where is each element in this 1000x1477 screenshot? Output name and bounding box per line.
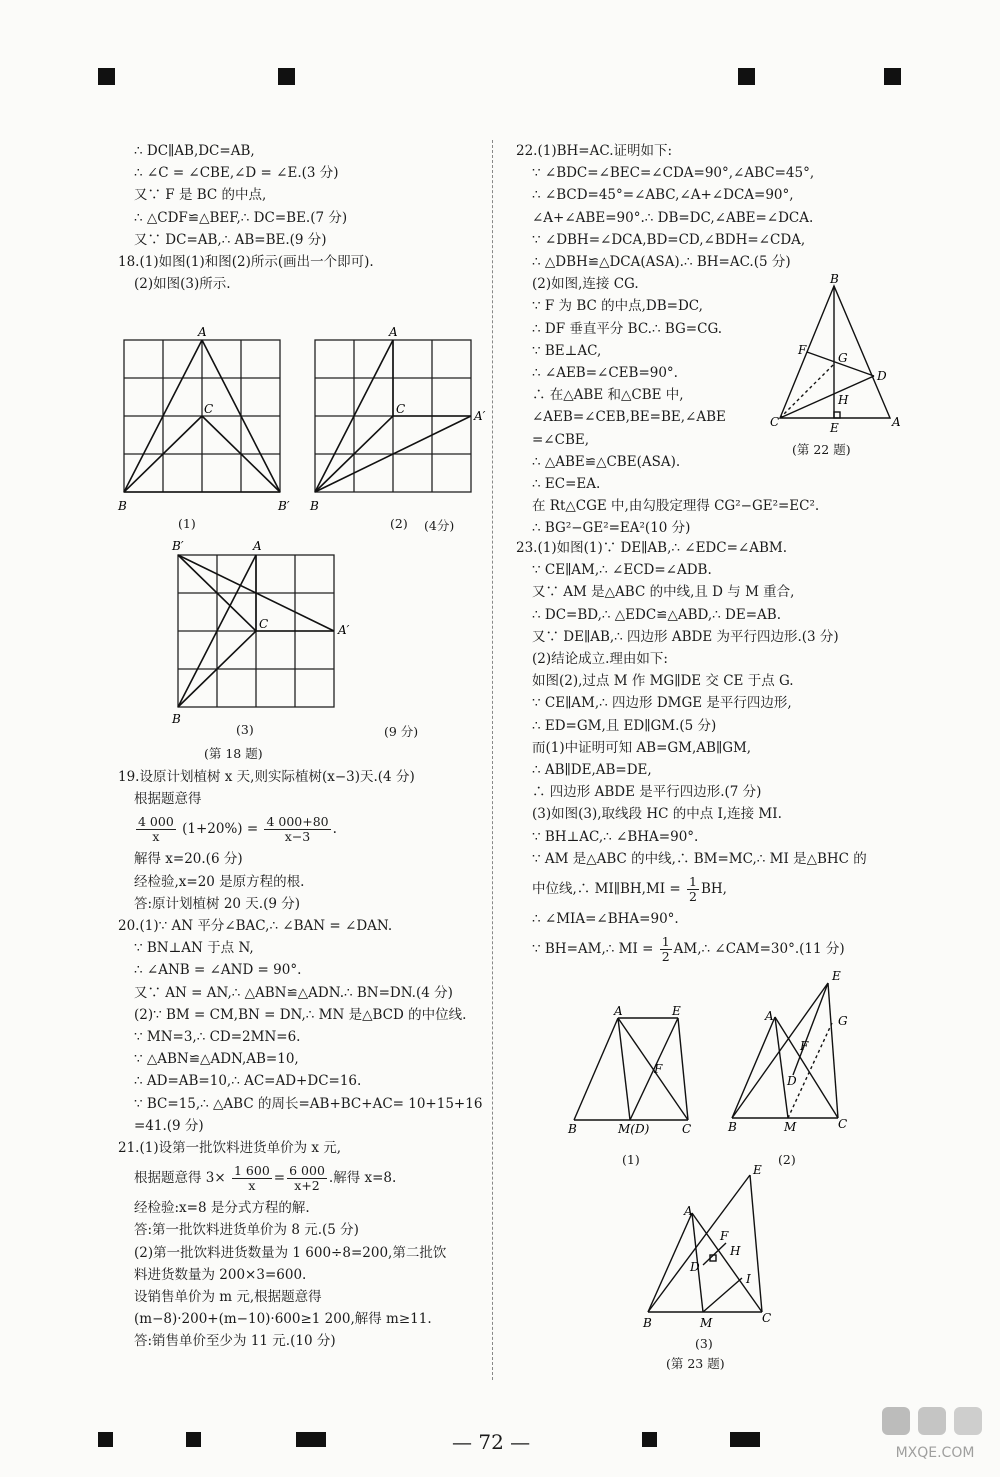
frac-den: x+2 (294, 1178, 320, 1194)
text-line: ∴ ∠C = ∠CBE,∠D = ∠E.(3 分) (134, 165, 339, 182)
question-22: 22.(1)BH=AC.证明如下: (516, 143, 673, 159)
label-B-prime: B′ (278, 499, 290, 513)
label-D: D (877, 369, 887, 383)
text-line: ∠AEB=∠CEB,BE=BE,∠ABE (532, 409, 726, 426)
text-line: 经检验,x=20 是原方程的根. (134, 873, 305, 890)
label-B: B (172, 712, 181, 726)
fig23-title: (第 23 题) (666, 1356, 725, 1371)
frac-den: 2 (661, 949, 670, 965)
text-line: ∵ BN⊥AN 于点 N, (134, 940, 254, 957)
registration-mark (296, 1432, 326, 1447)
label-D: D (690, 1260, 700, 1274)
text-line: ∵ CE∥AM,∴ ∠ECD=∠ADB. (532, 562, 712, 579)
label-M: M (700, 1316, 713, 1330)
fig23-caption-1: (1) (622, 1152, 640, 1167)
text-line: =∠CBE, (532, 431, 590, 448)
right-column-lower (516, 537, 916, 968)
text-line: ∵ CE∥AM,∴ 四边形 DMGE 是平行四边形, (532, 695, 792, 712)
registration-mark (98, 68, 115, 85)
label-C: C (770, 415, 780, 429)
text-line: 解得 x=20.(6 分) (134, 851, 243, 868)
text-line: 在 Rt△CGE 中,由勾股定理得 CG²−GE²=EC². (532, 498, 820, 515)
text-line: ∴ △ABE≌△CBE(ASA). (532, 453, 681, 470)
text-line: 又∵ AM 是△ABC 的中线,且 D 与 M 重合, (532, 584, 795, 601)
fig18-caption-1: (1) (178, 516, 196, 531)
text-line: ∴ BG²−GE²=EA²(10 分) (532, 520, 691, 537)
label-C: C (682, 1122, 692, 1136)
registration-mark (98, 1432, 113, 1447)
eq-pre: 中位线,∴ MI∥BH,MI = (532, 881, 681, 898)
text-line: 设销售单价为 m 元,根据题意得 (134, 1289, 322, 1306)
figure-23 (560, 965, 880, 1335)
text-line: ∴ ∠BCD=45°=∠ABC,∠A+∠DCA=90°, (532, 187, 794, 204)
frac-den: 2 (689, 889, 697, 905)
figure-18 (110, 320, 495, 760)
text-line: ∴ △CDF≌△BEF,∴ DC=BE.(7 分) (134, 209, 348, 226)
text-line: (2)第一批饮料进货数量为 1 600÷8=200,第二批饮 (134, 1244, 447, 1261)
text-line: 又∵ DC=AB,∴ AB=BE.(9 分) (134, 231, 327, 248)
text-line: (m−8)·200+(m−10)·600≥1 200,解得 m≥11. (134, 1311, 432, 1328)
eq-post: AM,∴ ∠CAM=30°.(11 分) (673, 941, 845, 958)
fig18-title: (第 18 题) (204, 746, 263, 761)
equation-23a (516, 870, 916, 908)
fig23-caption-3: (3) (695, 1336, 713, 1351)
question-21: 21.(1)设第一批饮料进货单价为 x 元, (118, 1140, 342, 1157)
fig22-title: (第 22 题) (792, 442, 851, 457)
text-line: ∵ ∠DBH=∠DCA,BD=CD,∠BDH=∠CDA, (532, 231, 806, 248)
label-B: B (728, 1120, 737, 1134)
label-A: A (389, 325, 398, 339)
text-line: ∴ DC=BD,∴ △EDC≌△ABD,∴ DE=AB. (532, 606, 781, 623)
fig18-score-2: (4分) (424, 518, 455, 533)
fig18-score-3: (9 分) (384, 724, 419, 739)
label-C: C (259, 617, 269, 631)
text-line: ∵ F 为 BC 的中点,DB=DC, (532, 298, 703, 315)
text-line: (2)如图,连接 CG. (532, 276, 639, 293)
label-B: B (830, 272, 839, 286)
question-19: 19.设原计划植树 x 天,则实际植树(x−3)天.(4 分) (118, 769, 415, 785)
label-A: A (614, 1004, 623, 1018)
text-line: ∴ DC∥AB,DC=AB, (134, 143, 255, 159)
text-line: 又∵ F 是 BC 的中点, (134, 187, 267, 204)
text-line: ∵ MN=3,∴ CD=2MN=6. (134, 1029, 301, 1046)
text-line: ∴ 在△ABE 和△CBE 中, (532, 387, 684, 404)
text-line: ∴ EC=EA. (532, 476, 601, 493)
text-line: ∴ 四边形 ABDE 是平行四边形.(7 分) (532, 784, 762, 801)
text-line: =41.(9 分) (134, 1117, 204, 1134)
question-20: 20.(1)∵ AN 平分∠BAC,∴ ∠BAN = ∠DAN. (118, 918, 393, 935)
text-line: ∴ DF 垂直平分 BC.∴ BG=CG. (532, 320, 723, 337)
registration-mark (278, 68, 295, 85)
text-line: 答:第一批饮料进货单价为 8 元.(5 分) (134, 1222, 359, 1239)
label-E: E (753, 1163, 762, 1177)
text-line: 经检验:x=8 是分式方程的解. (134, 1200, 310, 1217)
text-line: (2)如图(3)所示. (134, 276, 231, 293)
text-line: ∴ ED=GM,且 ED∥GM.(5 分) (532, 717, 717, 734)
label-F: F (800, 1039, 809, 1053)
label-A: A (198, 325, 207, 339)
frac-den: x (248, 1178, 256, 1194)
label-B: B (643, 1316, 652, 1330)
label-A: A (253, 539, 262, 553)
label-F: F (798, 343, 807, 357)
eq-mid: = (273, 1170, 286, 1187)
frac-num: 4 000 (138, 814, 174, 830)
text-line: ∵ BH⊥AC,∴ ∠BHA=90°. (532, 828, 699, 845)
frac-num: 1 (689, 874, 697, 890)
text-line: ∴ ∠AEB=∠CEB=90°. (532, 365, 678, 382)
label-B-prime: B′ (172, 539, 184, 553)
label-D: D (787, 1074, 797, 1088)
label-A: A (684, 1204, 693, 1218)
label-G: G (838, 1014, 848, 1028)
eq-end: .解得 x=8. (328, 1170, 397, 1187)
page-number: — 72 — (452, 1430, 531, 1454)
frac-num: 6 000 (289, 1163, 325, 1179)
text-line: ∠A+∠ABE=90°.∴ DB=DC,∠ABE=∠DCA. (532, 209, 814, 226)
eq-end: . (332, 821, 337, 838)
text-line: ∵ BC=15,∴ △ABC 的周长=AB+BC+AC= 10+15+16 (134, 1095, 483, 1112)
text-line: ∴ AD=AB=10,∴ AC=AD+DC=16. (134, 1073, 362, 1090)
label-M: M (784, 1120, 797, 1134)
label-A: A (892, 415, 901, 429)
text-line: ∵ △ABN≌△ADN,AB=10, (134, 1051, 299, 1068)
label-E: E (832, 969, 841, 983)
text-line: ∴ △DBH≌△DCA(ASA).∴ BH=AC.(5 分) (532, 254, 791, 271)
text-line: 如图(2),过点 M 作 MG∥DE 交 CE 于点 G. (532, 673, 794, 690)
text-line: ∴ AB∥DE,AB=DE, (532, 762, 652, 779)
label-C: C (204, 402, 214, 416)
question-18: 18.(1)如图(1)和图(2)所示(画出一个即可). (118, 254, 374, 271)
label-C: C (396, 402, 406, 416)
text-line: (2)结论成立.理由如下: (532, 651, 668, 668)
text-line: ∵ ∠BDC=∠BEC=∠CDA=90°,∠ABC=45°, (532, 165, 815, 182)
eq-pre: 根据题意得 3× (134, 1170, 226, 1187)
label-G: G (838, 351, 848, 365)
left-column (118, 140, 488, 295)
question-23: 23.(1)如图(1)∵ DE∥AB,∴ ∠EDC=∠ABM. (516, 540, 787, 556)
watermark-text: MXQE.COM (895, 1445, 975, 1461)
frac-num: 1 600 (234, 1163, 270, 1179)
frac-num: 4 000+80 (266, 814, 329, 830)
label-I: I (746, 1272, 751, 1286)
text-line: ∵ AM 是△ABC 的中线,∴ BM=MC,∴ MI 是△BHC 的 (532, 850, 867, 867)
registration-mark (738, 68, 755, 85)
label-C: C (762, 1311, 772, 1325)
eq-post: BH, (700, 881, 727, 898)
eq-mid: (1+20%) = (182, 821, 259, 838)
text-line: 又∵ AN = AN,∴ △ABN≌△ADN.∴ BN=DN.(4 分) (134, 984, 453, 1001)
figure-22 (762, 272, 912, 437)
label-A-prime: A′ (474, 409, 486, 423)
eq-pre: ∵ BH=AM,∴ MI = (532, 941, 654, 958)
fig18-caption-3: (3) (236, 722, 254, 737)
label-E: E (830, 421, 839, 435)
watermark-logo (880, 1405, 990, 1465)
text-line: 答:原计划植树 20 天.(9 分) (134, 895, 301, 912)
label-A: A (765, 1009, 774, 1023)
registration-mark (186, 1432, 201, 1447)
label-F: F (720, 1229, 729, 1243)
text-line: 答:销售单价至少为 11 元.(10 分) (134, 1333, 336, 1350)
label-E: E (672, 1004, 681, 1018)
text-line: ∴ ∠ANB = ∠AND = 90°. (134, 962, 302, 979)
text-line: (2)∵ BM = CM,BN = DN,∴ MN 是△BCD 的中位线. (134, 1006, 467, 1023)
label-H: H (730, 1244, 741, 1258)
registration-mark (884, 68, 901, 85)
equation-21 (118, 1159, 488, 1197)
text-line: ∴ ∠MIA=∠BHA=90°. (532, 911, 679, 928)
text-line: 料进货数量为 200×3=600. (134, 1266, 307, 1283)
text-line: 根据题意得 (134, 791, 202, 808)
label-B: B (118, 499, 127, 513)
fig18-caption-2: (2) (390, 516, 408, 531)
label-A-prime: A′ (338, 623, 350, 637)
label-B: B (568, 1122, 577, 1136)
text-line: ∵ BE⊥AC, (532, 342, 602, 359)
label-C: C (838, 1117, 848, 1131)
frac-den: x−3 (284, 829, 311, 845)
label-F: F (654, 1062, 663, 1076)
label-MD: M(D) (618, 1122, 650, 1136)
text-line: (3)如图(3),取线段 HC 的中点 I,连接 MI. (532, 806, 782, 823)
fig23-caption-2: (2) (778, 1152, 796, 1167)
registration-mark (642, 1432, 657, 1447)
frac-num: 1 (661, 934, 670, 950)
label-B: B (310, 499, 319, 513)
registration-mark (730, 1432, 760, 1447)
text-line: 又∵ DE∥AB,∴ 四边形 ABDE 为平行四边形.(3 分) (532, 628, 839, 645)
label-H: H (838, 393, 849, 407)
text-line: 而(1)中证明可知 AB=GM,AB∥GM, (532, 739, 752, 756)
equation-19 (118, 810, 488, 848)
frac-den: x (152, 829, 160, 845)
equation-23b (516, 930, 916, 968)
left-column-lower (118, 766, 488, 1353)
